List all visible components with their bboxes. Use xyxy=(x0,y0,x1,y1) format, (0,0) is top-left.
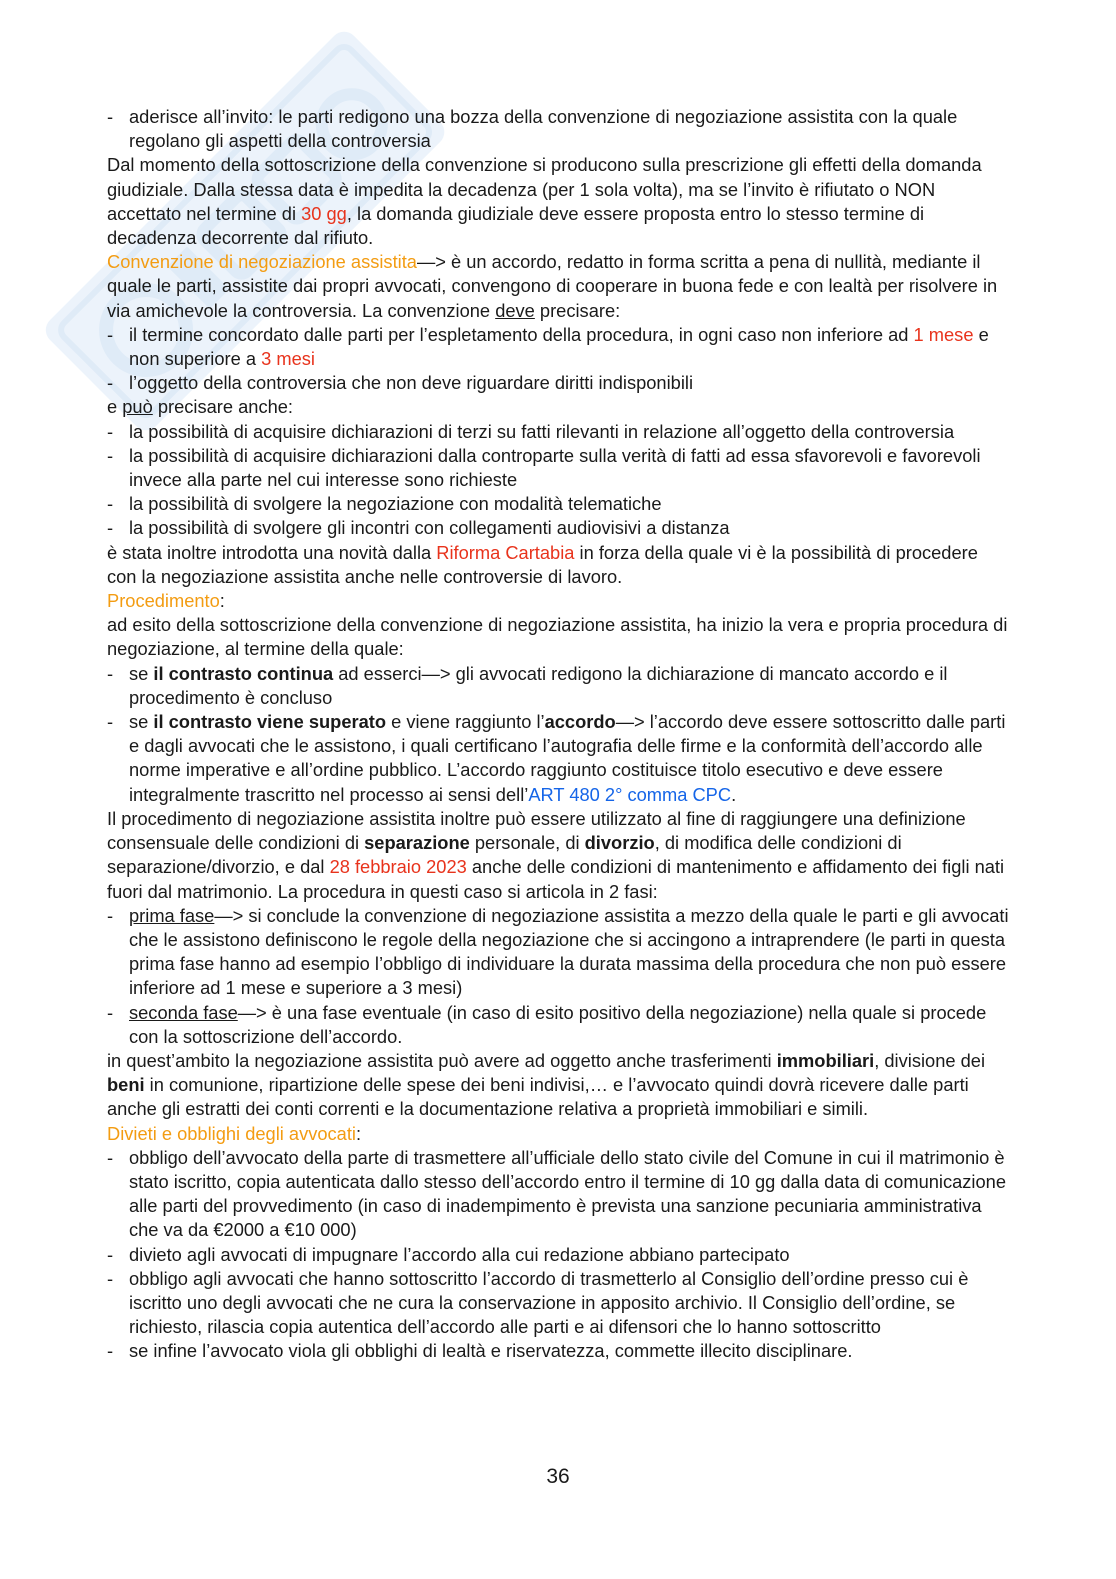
text-segment: il termine concordato dalle parti per l’espletamento della procedura, in ogni caso non inferiore ad xyxy=(129,323,914,345)
list-item xyxy=(107,492,1012,516)
list-item xyxy=(107,516,1012,540)
list-marker: - xyxy=(107,662,114,684)
list-marker: - xyxy=(107,517,114,539)
text-segment: Riforma Cartabia xyxy=(436,541,575,563)
text-segment: aderisce all’invito: le parti redigono una bozza della convenzione di negoziazione assistita con la quale regolano gli aspetti della controversia xyxy=(129,106,958,152)
list-marker: - xyxy=(107,711,114,733)
text-segment: immobiliari xyxy=(776,1049,875,1071)
text-segment: 28 febbraio 2023 xyxy=(329,856,467,878)
text-segment: anche delle condizioni di mantenimento e affidamento dei figli nati fuori dal matrimonio. La procedura in questi caso si articola in 2 fasi: xyxy=(107,856,1005,902)
text-segment: Dal momento della sottoscrizione della convenzione si producono sulla prescrizione gli effetti della domanda giudiziale. Dalla stessa data è impedita la decadenza (per 1 sola volta), ma se l’invito è rifiutato o NON accettato nel termine di xyxy=(107,154,982,224)
paragraph xyxy=(107,153,1012,250)
text-segment: —> è un accordo, redatto in forma scritta a pena di nullità, mediante il quale le parti, assistite dai propri avvocati, convengono di cooperare in buona fede e con lealtà per risolvere in via amichevole la controversia. La convenzione xyxy=(107,251,998,321)
text-segment: : xyxy=(355,1122,362,1144)
text-segment: in comunione, ripartizione delle spese dei beni indivisi,… e l’avvocato quindi dovrà ricevere dalle parti anche gli estratti dei conti correnti e la documentazione relativa a proprietà immobiliari e simili. xyxy=(107,1074,969,1120)
paragraph xyxy=(107,589,1012,613)
text-segment: ad esito della sottoscrizione della convenzione di negoziazione assistita, ha inizio la vera e propria procedura di negoziazione, al termine della quale: xyxy=(107,614,1008,660)
text-segment: precisare anche: xyxy=(152,396,293,418)
paragraph xyxy=(107,395,1012,419)
text-segment: ad esserci—> gli avvocati redigono la dichiarazione di mancato accordo e il procedimento è concluso xyxy=(129,662,948,708)
text-segment: in forza della quale vi è la possibilità di procedere con la negoziazione assistita anche nelle controversie di lavoro. xyxy=(107,541,978,587)
list-item xyxy=(107,1146,1012,1243)
text-segment: . xyxy=(731,783,737,805)
document-body xyxy=(107,105,1012,1364)
text-segment: il contrasto viene superato xyxy=(153,711,387,733)
paragraph xyxy=(107,807,1012,904)
list-marker: - xyxy=(107,444,114,466)
text-segment: separazione xyxy=(364,832,470,854)
list-marker: - xyxy=(107,372,114,394)
text-segment: la possibilità di acquisire dichiarazioni dalla controparte sulla verità di fatti ad essa sfavorevoli e favorevoli invece alla parte nel cui interesse sono richieste xyxy=(129,444,981,491)
text-segment: e xyxy=(107,396,123,418)
list-item xyxy=(107,904,1012,1001)
list-marker: - xyxy=(107,1340,114,1362)
list-marker: - xyxy=(107,420,114,442)
list-marker: - xyxy=(107,106,114,127)
paragraph xyxy=(107,1122,1012,1146)
text-segment: accordo xyxy=(544,711,616,733)
list-item xyxy=(107,1243,1012,1267)
text-segment: —> è una fase eventuale (in caso di esito positivo della negoziazione) nella quale si procede con la sottoscrizione dell’accordo. xyxy=(129,1001,987,1047)
text-segment: seconda fase xyxy=(129,1001,238,1023)
text-segment: se xyxy=(129,662,154,684)
text-segment: Convenzione di negoziazione assistita xyxy=(107,251,417,273)
text-segment: precisare: xyxy=(534,299,621,321)
text-segment: e non superiore a xyxy=(129,323,989,370)
paragraph xyxy=(107,250,1012,323)
text-segment: 3 mesi xyxy=(261,348,315,370)
text-segment: divieto agli avvocati di impugnare l’accordo alla cui redazione abbiano partecipato xyxy=(129,1243,790,1265)
text-segment: : xyxy=(219,590,225,612)
list-item xyxy=(107,420,1012,444)
list-marker: - xyxy=(107,904,114,926)
list-item xyxy=(107,1267,1012,1340)
text-segment: la possibilità di svolgere la negoziazione con modalità telematiche xyxy=(129,493,662,515)
list-item xyxy=(107,710,1012,807)
list-item xyxy=(107,662,1012,710)
page-number: 36 xyxy=(546,1465,570,1488)
text-segment: l’oggetto della controversia che non deve riguardare diritti indisponibili xyxy=(129,372,694,394)
text-segment: —> l’accordo deve essere sottoscritto dalle parti e dagli avvocati che le assistono, i quali certificano l’autografia delle firme e la conformità dell’accordo alle norme imperative e all’ordine pubblico. L’accordo raggiunto costituisce titolo esecutivo e deve essere integralmente trascritto nel processo ai sensi dell’ xyxy=(129,711,1006,805)
text-segment: la possibilità di acquisire dichiarazioni di terzi su fatti rilevanti in relazione all’oggetto della controversia xyxy=(129,420,955,442)
text-segment: Procedimento xyxy=(107,590,220,612)
text-segment: può xyxy=(122,396,153,418)
text-segment: obbligo dell’avvocato della parte di trasmettere all’ufficiale dello stato civile del Comune in cui il matrimonio è stato iscritto, copia autenticata dallo stesso dell’accordo entro il termine di 10 gg dalla data di comunicazione alle parti del provvedimento (in caso di inadempimento è prevista una sanzione pecuniaria amministrativa che va da €2000 a €10 000) xyxy=(129,1146,1006,1241)
text-segment: —> si conclude la convenzione di negoziazione assistita a mezzo della quale le parti e gli avvocati che le assistono definiscono le regole della negoziazione che si accingono a intraprendere (le parti in questa prima fase hanno ad esempio l’obbligo di individuare la durata massima della procedura che non può essere inferiore ad 1 mese e superiore a 3 mesi) xyxy=(129,904,1009,999)
list-marker: - xyxy=(107,1267,114,1289)
text-segment: obbligo agli avvocati che hanno sottoscritto l’accordo di trasmetterlo al Consiglio dell’ordine presso cui è iscritto uno degli avvocati che ne cura la conservazione in apposito archivio. Il Consiglio dell’ordine, se richiesto, rilascia copia autentica dell’accordo alle parti e ai difensori che lo hanno sottoscritto xyxy=(129,1267,969,1338)
text-segment: deve xyxy=(495,299,535,321)
text-segment: , divisione dei xyxy=(874,1049,986,1071)
list-item xyxy=(107,323,1012,371)
list-marker: - xyxy=(107,323,114,345)
text-segment: prima fase xyxy=(129,904,215,926)
paragraph xyxy=(107,1049,1012,1122)
text-segment: beni xyxy=(107,1074,145,1096)
text-segment: se infine l’avvocato viola gli obblighi di lealtà e riservatezza, commette illecito disciplinare. xyxy=(129,1340,853,1362)
text-segment: divorzio xyxy=(584,832,655,854)
text-segment: Il procedimento di negoziazione assistita inoltre può essere utilizzato al fine di raggiungere una definizione consensuale delle condizioni di xyxy=(107,807,966,854)
text-segment: 30 gg xyxy=(301,202,347,224)
text-segment: se xyxy=(129,711,154,733)
paragraph xyxy=(107,541,1012,589)
list-marker: - xyxy=(107,1001,114,1023)
list-item xyxy=(107,1001,1012,1049)
list-item xyxy=(107,444,1012,492)
text-segment: in quest’ambito la negoziazione assistita può avere ad oggetto anche trasferimenti xyxy=(107,1049,777,1071)
list-marker: - xyxy=(107,1146,114,1168)
text-segment: e viene raggiunto l’ xyxy=(386,711,545,733)
text-segment: il contrasto continua xyxy=(153,662,334,684)
list-item xyxy=(107,105,1012,153)
text-segment: Divieti e obblighi degli avvocati xyxy=(107,1122,356,1144)
list-marker: - xyxy=(107,493,114,515)
text-segment: personale, di xyxy=(469,832,585,854)
list-marker: - xyxy=(107,1243,114,1265)
text-segment: 1 mese xyxy=(913,323,974,345)
paragraph xyxy=(107,613,1012,661)
text-segment: la possibilità di svolgere gli incontri con collegamenti audiovisivi a distanza xyxy=(129,517,730,539)
text-segment: ART 480 2° comma CPC xyxy=(528,783,732,805)
text-segment: , di modifica delle condizioni di separazione/divorzio, e dal xyxy=(107,832,902,878)
list-item xyxy=(107,371,1012,395)
text-segment: è stata inoltre introdotta una novità dalla xyxy=(107,541,437,563)
text-segment: , la domanda giudiziale deve essere proposta entro lo stesso termine di decadenza decorrente dal rifiuto. xyxy=(107,202,925,249)
list-item xyxy=(107,1339,1012,1363)
